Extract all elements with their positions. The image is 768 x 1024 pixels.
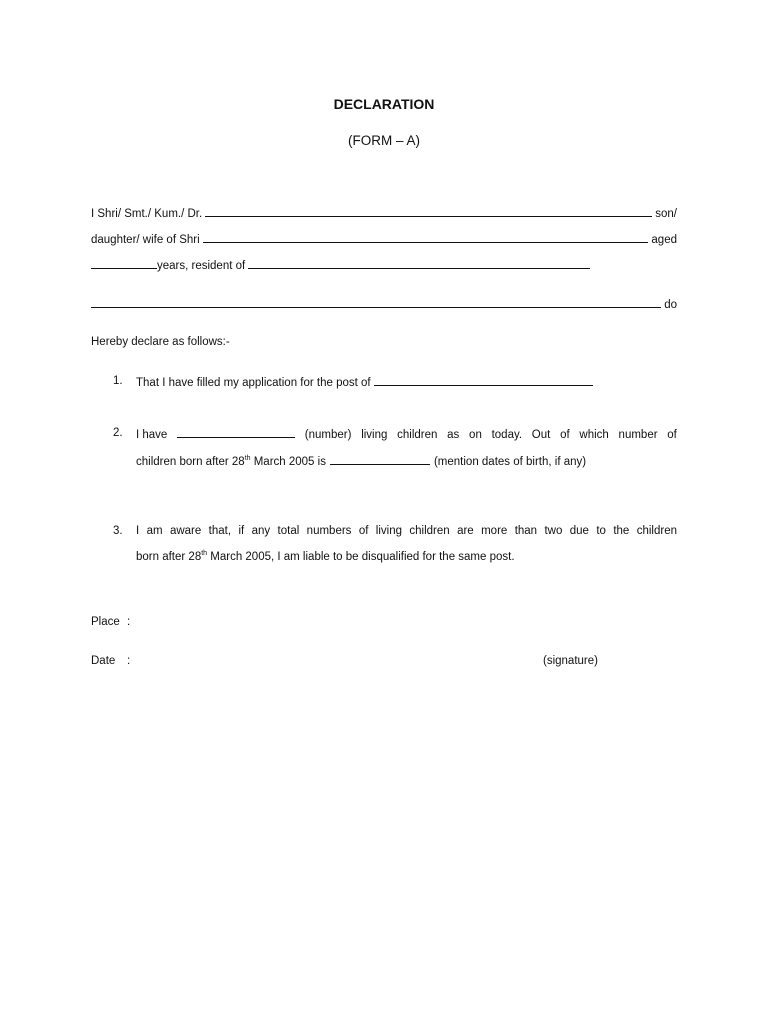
item-2-word: I have bbox=[136, 429, 168, 441]
item-2-word: living bbox=[361, 429, 388, 441]
form-subtitle: (FORM – A) bbox=[347, 133, 420, 148]
item-2-word: of bbox=[667, 429, 677, 441]
place-label: Place bbox=[91, 616, 120, 628]
ordinal-suffix: th bbox=[244, 455, 251, 463]
item-3-liable-text: March 2005, I am liable to be disqualified for the same post. bbox=[207, 551, 515, 563]
aged-label: aged bbox=[651, 234, 677, 246]
item-2-line-1 bbox=[136, 427, 677, 441]
item-2-word: children bbox=[397, 429, 438, 441]
item-3-born-after: born after 28 bbox=[136, 551, 202, 563]
item-2-word: as bbox=[447, 429, 460, 441]
item-3-line-2 bbox=[136, 551, 515, 563]
post-name-blank[interactable] bbox=[374, 375, 593, 386]
declarant-name-line bbox=[91, 206, 677, 220]
page-title: DECLARATION bbox=[333, 96, 435, 112]
item-1-text-line bbox=[136, 375, 593, 389]
item-2-word: of bbox=[560, 429, 570, 441]
honorific-label: I Shri/ Smt./ Kum./ Dr. bbox=[91, 208, 203, 220]
relation-prefix-label: daughter/ wife of Shri bbox=[91, 234, 200, 246]
item-2-word: on bbox=[469, 429, 482, 441]
item-2-born-after: children born after 28 bbox=[136, 456, 245, 468]
item-2-word: which bbox=[579, 429, 609, 441]
declarant-name-blank[interactable] bbox=[205, 206, 652, 217]
relation-name-blank[interactable] bbox=[203, 232, 649, 243]
item-2-word: today. bbox=[491, 429, 523, 441]
do-label: do bbox=[664, 299, 677, 311]
date-label: Date bbox=[91, 655, 116, 667]
declare-intro: Hereby declare as follows:- bbox=[91, 336, 230, 348]
item-2-number: 2. bbox=[113, 427, 123, 439]
place-colon: : bbox=[127, 616, 131, 628]
date-colon: : bbox=[127, 655, 131, 667]
relation-label: son/ bbox=[655, 208, 677, 220]
living-children-count-blank[interactable] bbox=[177, 427, 295, 438]
item-3-number: 3. bbox=[113, 525, 123, 537]
age-residence-line bbox=[91, 258, 590, 272]
item-2-line-2 bbox=[136, 454, 586, 468]
item-2-word: Out bbox=[531, 429, 551, 441]
children-born-after-blank[interactable] bbox=[330, 454, 430, 465]
residence-continued-line bbox=[91, 297, 677, 311]
residence-continued-blank[interactable] bbox=[91, 297, 661, 308]
years-resident-label: years, resident of bbox=[157, 260, 246, 272]
item-3-line-1: I am aware that, if any total numbers of living children are more than two due to the children bbox=[136, 525, 677, 537]
item-1-number: 1. bbox=[113, 375, 123, 387]
relation-name-line bbox=[91, 232, 677, 246]
age-blank[interactable] bbox=[91, 258, 157, 269]
signature-label: (signature) bbox=[543, 655, 598, 667]
residence-blank[interactable] bbox=[248, 258, 590, 269]
item-2-march-text: March 2005 is bbox=[250, 456, 326, 468]
item-2-word: (number) bbox=[304, 429, 352, 441]
item-2-mention-dates: (mention dates of birth, if any) bbox=[433, 456, 587, 468]
item-2-word: number bbox=[618, 429, 658, 441]
ordinal-suffix: th bbox=[201, 550, 208, 558]
item-1-text: That I have filled my application for the post of bbox=[136, 377, 371, 389]
item-2-born-after-text bbox=[136, 456, 326, 468]
